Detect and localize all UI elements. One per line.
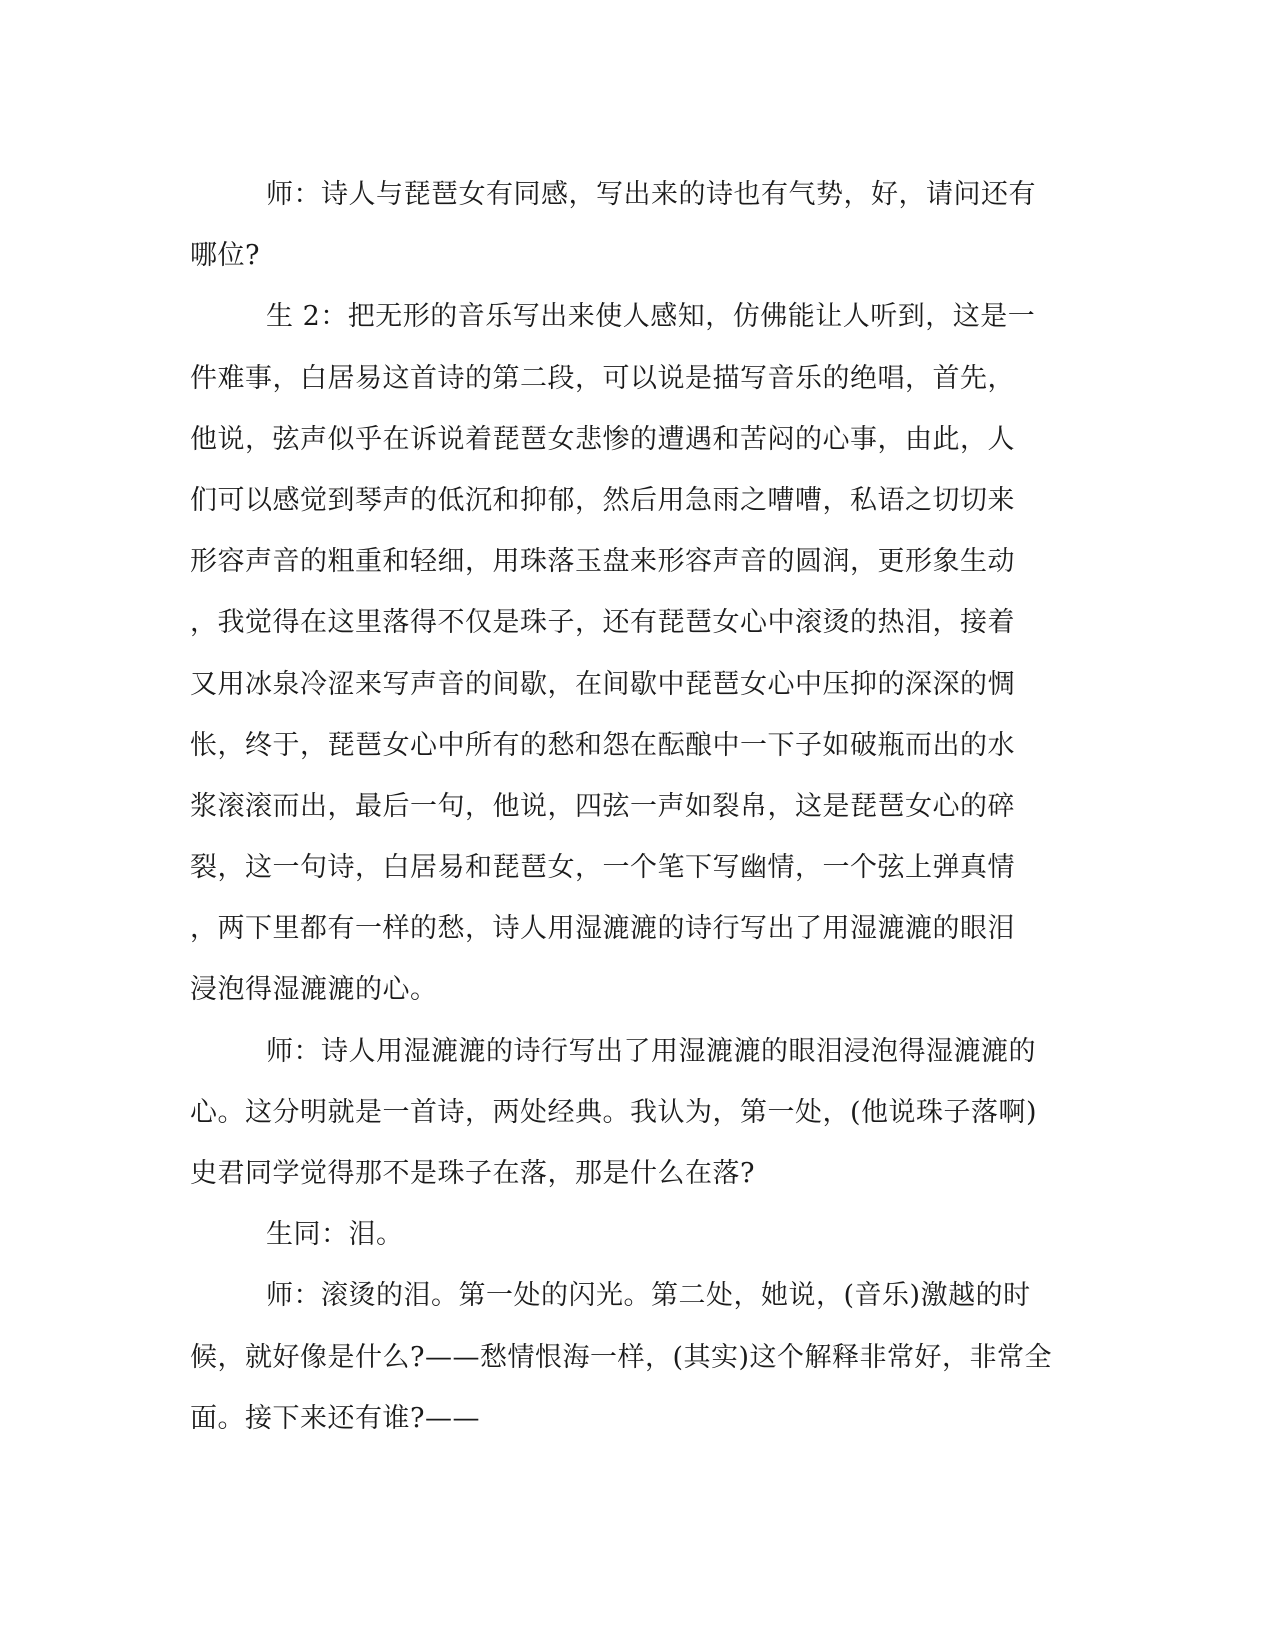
text-line: 师：滚烫的泪。第一处的闪光。第二处，她说，(音乐)激越的时 bbox=[266, 1280, 1031, 1312]
text-line: 浸泡得湿漉漉的心。 bbox=[190, 974, 438, 1006]
text-line: 件难事，白居易这首诗的第二段，可以说是描写音乐的绝唱，首先， bbox=[190, 362, 1015, 394]
text-line: 心。这分明就是一首诗，两处经典。我认为，第一处，(他说珠子落啊) bbox=[190, 1096, 1038, 1128]
document-body bbox=[190, 164, 1090, 1449]
text-line: ，我觉得在这里落得不仅是珠子，还有琵琶女心中滚烫的热泪，接着 bbox=[190, 607, 1015, 639]
text-line: 他说，弦声似乎在诉说着琵琶女悲惨的遭遇和苦闷的心事，由此，人 bbox=[190, 423, 1015, 455]
text-line: 面。接下来还有谁?—— bbox=[190, 1402, 480, 1434]
text-line: 生同：泪。 bbox=[266, 1219, 404, 1251]
text-line: ，两下里都有一样的愁，诗人用湿漉漉的诗行写出了用湿漉漉的眼泪 bbox=[190, 913, 1015, 945]
text-line: 浆滚滚而出，最后一句，他说，四弦一声如裂帛，这是琵琶女心的碎 bbox=[190, 790, 1015, 822]
text-line: 裂，这一句诗，白居易和琵琶女，一个笔下写幽情，一个弦上弹真情 bbox=[190, 852, 1015, 884]
text-line: 形容声音的粗重和轻细，用珠落玉盘来形容声音的圆润，更形象生动 bbox=[190, 546, 1015, 578]
text-line: 哪位? bbox=[190, 240, 260, 272]
text-line: 怅，终于，琵琶女心中所有的愁和怨在酝酿中一下子如破瓶而出的水 bbox=[190, 729, 1015, 761]
text-line: 生 2：把无形的音乐写出来使人感知，仿佛能让人听到，这是一 bbox=[266, 301, 1036, 333]
text-line: 候，就好像是什么?——愁情恨海一样，(其实)这个解释非常好，非常全 bbox=[190, 1341, 1053, 1373]
text-line: 史君同学觉得那不是珠子在落，那是什么在落? bbox=[190, 1158, 755, 1189]
text-line: 师：诗人与琵琶女有同感，写出来的诗也有气势，好，请问还有 bbox=[266, 179, 1036, 210]
text-line: 师：诗人用湿漉漉的诗行写出了用湿漉漉的眼泪浸泡得湿漉漉的 bbox=[266, 1035, 1036, 1067]
text-line: 又用冰泉冷涩来写声音的间歇，在间歇中琵琶女心中压抑的深深的惆 bbox=[190, 668, 1015, 700]
text-line: 们可以感觉到琴声的低沉和抑郁，然后用急雨之嘈嘈，私语之切切来 bbox=[190, 484, 1015, 516]
